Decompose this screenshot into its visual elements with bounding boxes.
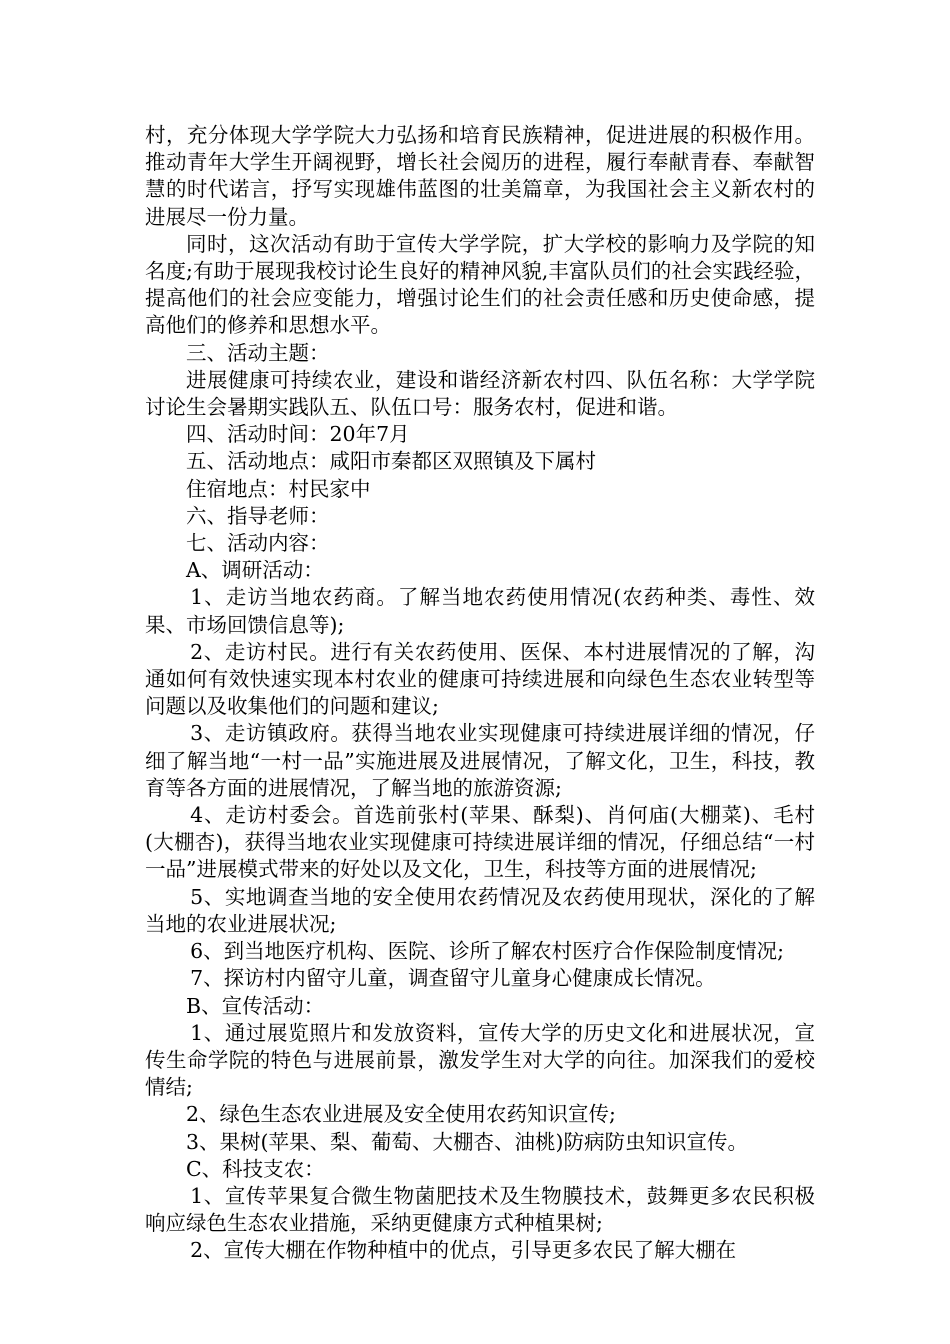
list-item: 1、通过展览照片和发放资料，宣传大学的历史文化和进展状况，宣传生命学院的特色与进展前景，激发学生对大学的向往。加深我们的爱校情结; bbox=[145, 1020, 815, 1100]
list-item: 3、走访镇政府。获得当地农业实现健康可持续进展详细的情况，仔细了解当地“一村一品”实施进展及进展情况，了解文化，卫生，科技，教育等各方面的进展情况，了解当地的旅游资源; bbox=[145, 721, 815, 800]
subsection-heading: C、科技支农： bbox=[186, 1156, 325, 1181]
document-body bbox=[145, 122, 815, 1265]
paragraph: 进展健康可持续农业，建设和谐经济新农村四、队伍名称：大学学院讨论生会暑期实践队五、队伍口号：服务农村，促进和谐。 bbox=[145, 367, 815, 420]
list-item: 3、果树(苹果、梨、葡萄、大棚杏、油桃)防病防虫知识宣传。 bbox=[186, 1129, 749, 1154]
list-item: 2、绿色生态农业进展及安全使用农药知识宣传; bbox=[186, 1102, 616, 1127]
paragraph: 住宿地点：村民家中 bbox=[186, 476, 371, 501]
list-item: 6、到当地医疗机构、医院、诊所了解农村医疗合作保险制度情况; bbox=[190, 939, 785, 964]
paragraph: 村，充分体现大学学院大力弘扬和培育民族精神，促进进展的积极作用。推动青年大学生开阔视野，增长社会阅历的进程，履行奉献青春、奉献智慧的时代诺言，抒写实现雄伟蓝图的壮美篇章，为我国社会主义新农村的进展尽一份力量。 bbox=[145, 123, 815, 229]
list-item: 2、宣传大棚在作物种植中的优点，引导更多农民了解大棚在 bbox=[190, 1238, 737, 1263]
paragraph: 同时，这次活动有助于宣传大学学院，扩大学校的影响力及学院的知名度;有助于展现我校讨论生良好的精神风貌,丰富队员们的社会实践经验，提高他们的社会应变能力，增强讨论生们的社会责任感和历史使命感，提高他们的修养和思想水平。 bbox=[145, 231, 815, 338]
paragraph: 四、活动时间：20年7月 bbox=[186, 422, 410, 447]
list-item: 7、探访村内留守儿童，调查留守儿童身心健康成长情况。 bbox=[190, 966, 716, 991]
list-item: 5、实地调查当地的安全使用农药情况及农药使用现状，深化的了解当地的农业进展状况; bbox=[145, 884, 815, 936]
section-heading: 七、活动内容： bbox=[186, 531, 330, 556]
list-item: 2、走访村民。进行有关农药使用、医保、本村进展情况的了解，沟通如何有效快速实现本村农业的健康可持续进展和向绿色生态农业转型等问题以及收集他们的问题和建议; bbox=[145, 639, 815, 719]
subsection-heading: A、调研活动： bbox=[186, 558, 324, 583]
subsection-heading: B、宣传活动： bbox=[186, 993, 325, 1018]
list-item: 1、走访当地农药商。了解当地农药使用情况(农药种类、毒性、效果、市场回馈信息等); bbox=[145, 585, 815, 637]
list-item: 1、宣传苹果复合微生物菌肥技术及生物膜技术，鼓舞更多农民积极响应绿色生态农业措施，采纳更健康方式种植果树; bbox=[145, 1183, 815, 1236]
paragraph: 五、活动地点：咸阳市秦都区双照镇及下属村 bbox=[186, 449, 596, 474]
section-heading: 三、活动主题： bbox=[186, 340, 330, 365]
section-heading: 六、指导老师： bbox=[186, 503, 330, 528]
list-item: 4、走访村委会。首选前张村(苹果、酥梨)、肖何庙(大棚菜)、毛村(大棚杏)，获得当地农业实现健康可持续进展详细的情况，仔细总结“一村一品”进展模式带来的好处以及文化，卫生，科技等方面的进展情况; bbox=[145, 803, 815, 882]
